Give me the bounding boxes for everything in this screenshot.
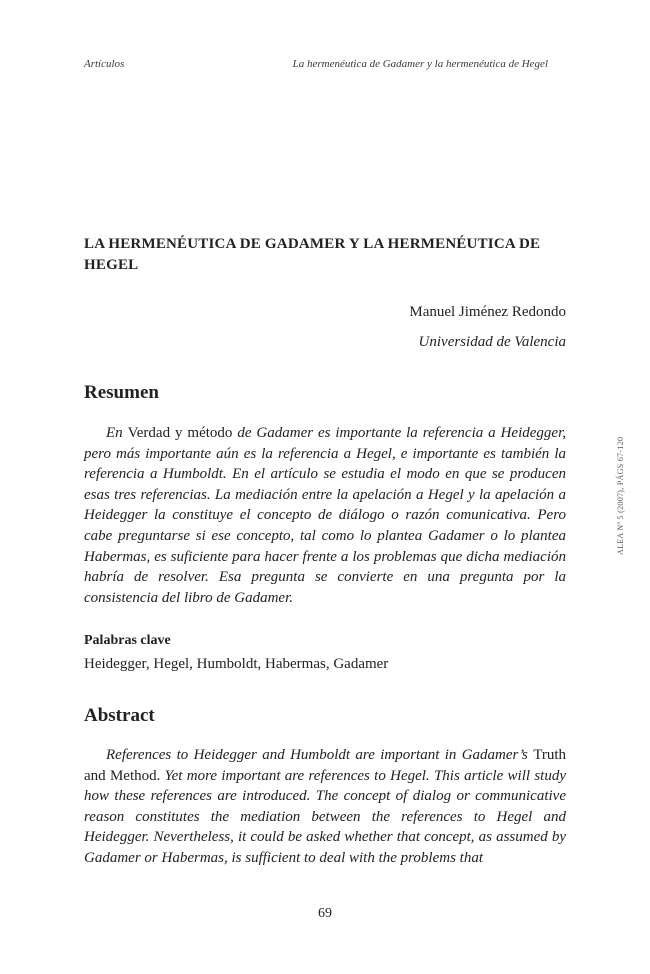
running-head-title: La hermenéutica de Gadamer y la hermenéutica de Hegel — [292, 58, 548, 70]
running-head-section: Artículos — [84, 58, 125, 70]
keywords-label: Palabras clave — [84, 633, 171, 648]
keywords-list: Heidegger, Hegel, Humboldt, Habermas, Gadamer — [84, 656, 389, 672]
author-name: Manuel Jiménez Redondo — [409, 304, 566, 320]
page-number: 69 — [318, 906, 332, 921]
abstract-lead: References to Heidegger and Humboldt are important in Gadamer’s — [106, 747, 528, 763]
journal-side-note: ALEA Nº 5 (2007), PÁGS 67-120 — [616, 436, 625, 555]
resumen-paragraph — [84, 423, 566, 608]
abstract-heading: Abstract — [84, 705, 155, 726]
abstract-paragraph — [84, 745, 566, 869]
resumen-heading: Resumen — [84, 382, 159, 403]
resumen-lead: En — [106, 425, 123, 441]
author-affiliation: Universidad de Valencia — [418, 334, 566, 350]
abstract-work-title: Truth and Method. — [84, 747, 567, 784]
resumen-work-title: Verdad y método — [127, 425, 233, 441]
running-head — [84, 58, 548, 74]
article-title: LA HERMENÉUTICA DE GADAMER Y LA HERMENÉUTICA DE HEGEL — [84, 236, 541, 273]
resumen-body: de Gadamer es importante la referencia a Heidegger, pero más importante aún es la referencia a Hegel, e importante es también la referencia a Humboldt. En el artículo se estudia el modo en que se producen esas tres referencias. La mediación entre la apelación a Hegel y la apelación a Heidegger la constituye el concepto de diálogo o razón comunicativa. Pero cabe preguntarse si ese concepto, tal como lo plantea Gadamer o lo plantea Habermas, es suficiente para hacer frente a los problemas que dicha mediación habría de resolver. Esa pregunta se convierte en una pregunta por la consistencia del libro de Gadamer. — [84, 425, 566, 606]
abstract-body: Yet more important are references to Hegel. This article will study how these references are introduced. The concept of dialog or communicative reason constitutes the mediation between the references to Hegel and Heidegger. Nevertheless, it could be asked whether that concept, as assumed by Gadamer or Habermas, is sufficient to deal with the problems that — [84, 767, 567, 866]
